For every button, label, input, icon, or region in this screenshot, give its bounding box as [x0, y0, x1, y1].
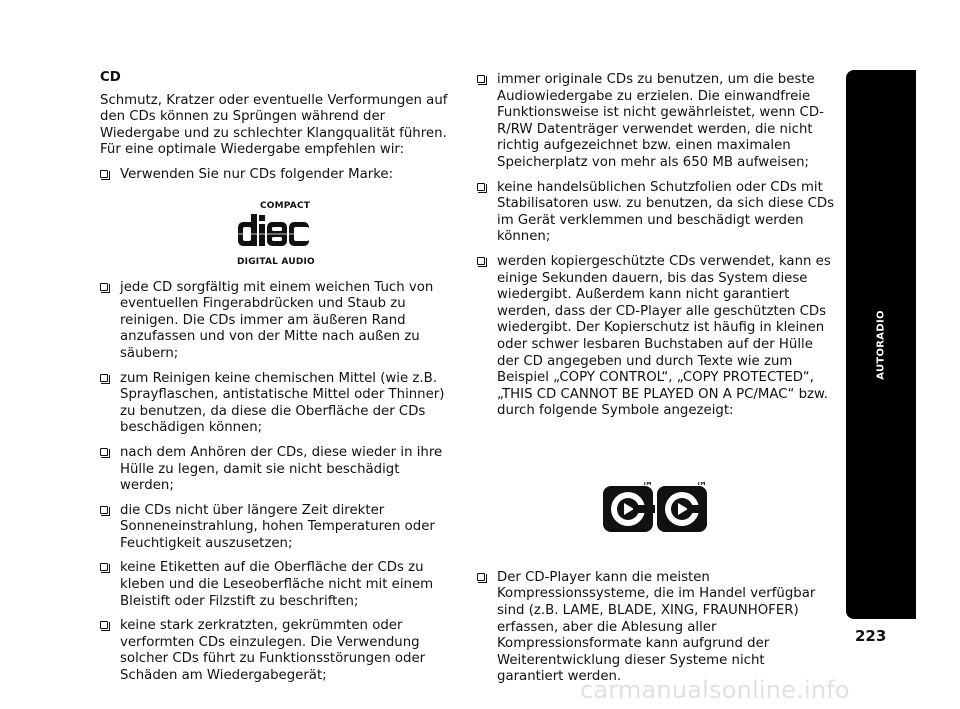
list-item: keine stark zerkratzten, gekrümmten oder verformten CDs einzulegen. Die Verwendung solcher CDs führt zu Funktionsstörungen oder Schäden am Wiedergabegerät; [100, 618, 452, 684]
left-column [100, 70, 452, 693]
watermark: carmanualsonline.info [580, 676, 850, 704]
list-item: zum Reinigen keine chemischen Mittel (wie z.B. Sprayflaschen, antistatische Mittel oder Thinner) zu benutzen, da diese die Oberfläche der CDs beschädigen können; [100, 371, 452, 437]
checkbox-bullet-icon [100, 506, 108, 514]
compact-disc-logo: COMPACT DIGITAL AUDIO [236, 198, 326, 258]
list-item: werden kopiergeschützte CDs verwendet, kann es einige Sekunden dauern, bis das System diese wiedergibt. Außerdem kann nicht garantiert werden, dass der CD-Player alle geschützten CDs wiedergibt. Der Kopierschutz ist häufig in kleinen oder schwer lesbaren Buchstaben auf der Hülle der CD angegeben und durch Texte wie zum Beispiel „COPY CONTROL“, „COPY PROTECTED“, „THIS CD CANNOT BE PLAYED ON A PC/MAC“ bzw. durch folgende Symbole angezeigt: [477, 254, 835, 420]
checkbox-bullet-icon [477, 75, 485, 83]
trademark-mark: TM [697, 481, 706, 487]
list-item: die CDs nicht über längere Zeit direkter Sonneneinstrahlung, hohen Temperaturen oder Feuchtigkeit auszusetzen; [100, 503, 452, 553]
disc-wordmark-icon [236, 214, 326, 248]
copy-protection-symbols [603, 482, 707, 532]
checkbox-bullet-icon [100, 374, 108, 382]
checkbox-bullet-icon [100, 170, 108, 178]
list-item: Verwenden Sie nur CDs folgender Marke: [100, 167, 452, 184]
checkbox-bullet-icon [100, 448, 108, 456]
right-column [477, 72, 835, 694]
checkbox-bullet-icon [477, 573, 485, 581]
checkbox-bullet-icon [477, 257, 485, 265]
list-item: nach dem Anhören der CDs, diese wieder in ihre Hülle zu legen, damit sie nicht beschädigt werden; [100, 445, 452, 495]
section-heading: CD [100, 70, 121, 85]
chapter-label: AUTORADIO [875, 309, 887, 380]
trademark-mark: TM [643, 481, 652, 487]
checkbox-bullet-icon [477, 183, 485, 191]
page-number: 223 [855, 627, 887, 645]
intro-paragraph: Schmutz, Kratzer oder eventuelle Verformungen auf den CDs können zu Sprüngen während der Wiedergabe und zu schlechter Klangqualität führen. Für eine optimale Wiedergabe empfehlen wir: [100, 92, 448, 158]
checkbox-bullet-icon [100, 621, 108, 629]
list-item: keine handelsüblichen Schutzfolien oder CDs mit Stabilisatoren usw. zu benutzen, da sich diese CDs im Gerät verklemmen und beschädigt werden können; [477, 180, 835, 246]
checkbox-bullet-icon [100, 563, 108, 571]
list-item: jede CD sorgfältig mit einem weichen Tuch von eventuellen Fingerabdrücken und Staub zu reinigen. Die CDs immer am äußeren Rand anzufassen und von der Mitte nach außen zu säubern; [100, 280, 452, 363]
list-item: immer originale CDs zu benutzen, um die beste Audiowiedergabe zu erzielen. Die einwandfreie Funktionsweise ist nicht gewährleistet, wenn CD-R/RW Datenträger verwendet werden, die nicht richtig aufgezeichnet bzw. einen maximalen Speicherplatz von mehr als 650 MB aufweisen; [477, 72, 835, 172]
list-item: keine Etiketten auf die Oberfläche der CDs zu kleben und die Leseoberfläche nicht mit einem Bleistift oder Filzstift zu beschriften; [100, 560, 452, 610]
chapter-side-tab [846, 70, 916, 619]
copy-control-icon [603, 482, 707, 532]
checkbox-bullet-icon [100, 283, 108, 291]
list-item: Der CD-Player kann die meisten Kompressionssysteme, die im Handel verfügbar sind (z.B. LAME, BLADE, XING, FRAUNHOFER) erfassen, aber die Ablesung aller Kompressionsformate kann aufgrund der Weiterentwicklung dieser Systeme nicht garantiert werden. [477, 570, 835, 686]
